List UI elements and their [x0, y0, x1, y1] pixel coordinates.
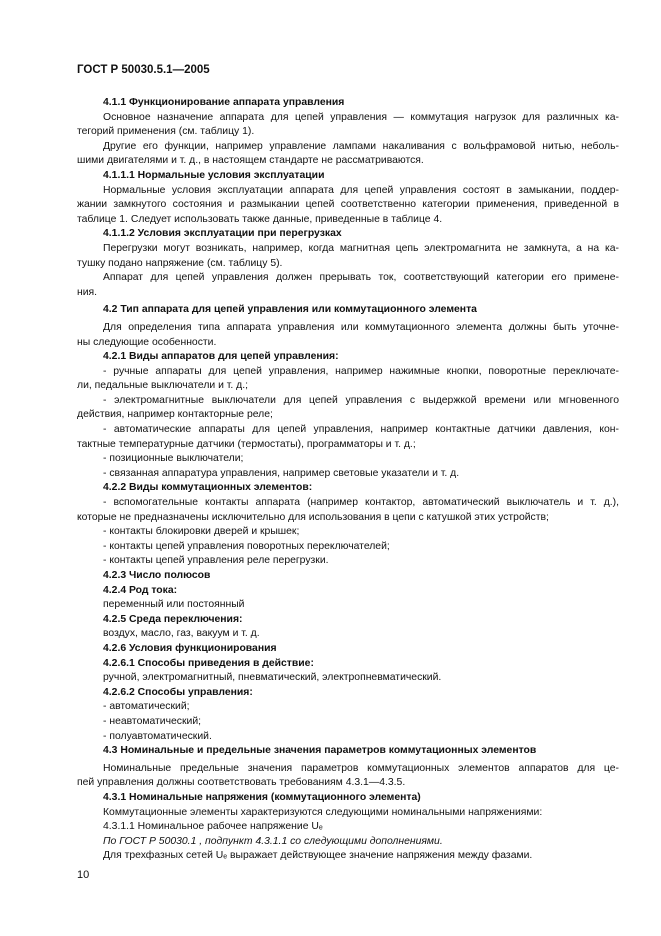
text-line: тактные температурные датчики (термостаты), программаторы и т. д.; — [77, 438, 416, 450]
text-line: которые не предназначены исключительно для использования в цепи с катушкой этих устройств; — [77, 511, 549, 523]
section-heading: 4.1.1 Функционирование аппарата управления — [103, 97, 345, 108]
section-heading: 4.2.6.1 Способы приведения в действие: — [103, 657, 314, 669]
text-line: - контакты цепей управления поворотных переключателей; — [103, 540, 390, 552]
text-line: ны следующие особенности. — [77, 336, 217, 348]
text-line: Основное назначение аппарата для цепей управления — коммутация нагрузок для различных ка- — [103, 111, 619, 123]
section-heading: 4.2 Тип аппарата для цепей управления или коммутационного элемента — [103, 304, 477, 316]
text-line: ния. — [77, 286, 98, 298]
text-line: Коммутационные элементы характеризуются следующими номинальными напряжениями: — [103, 806, 543, 818]
text-line: тушку подано напряжение (см. таблицу 5). — [77, 257, 283, 269]
section-heading: 4.2.6.2 Способы управления: — [103, 686, 253, 698]
section-heading: 4.3 Номинальные и предельные значения параметров коммутационных элементов — [103, 745, 537, 757]
text-line: - неавтоматический; — [103, 715, 202, 727]
section-heading: 4.2.2 Виды коммутационных элементов: — [103, 482, 313, 494]
text-line: - позиционные выключатели; — [103, 453, 244, 465]
text-line: - полуавтоматический. — [103, 730, 212, 742]
text-line: - связанная аппаратура управления, например световые указатели и т. д. — [103, 467, 460, 479]
text-line: ли, педальные выключатели и т. д.; — [77, 380, 248, 392]
text-line: - автоматические аппараты для цепей управления, например контактные датчики давления, кон- — [103, 424, 619, 436]
text-line: воздух, масло, газ, вакуум и т. д. — [103, 628, 260, 640]
section-heading: 4.2.3 Число полюсов — [103, 570, 211, 581]
text-line: - автоматический; — [103, 701, 190, 713]
text-line: переменный или постоянный — [103, 599, 245, 611]
section-heading: 4.2.5 Среда переключения: — [103, 613, 243, 625]
section-heading: 4.2.1 Виды аппаратов для цепей управления: — [103, 351, 339, 363]
text-line: пей управления должны соответствовать требованиям 4.3.1—4.3.5. — [77, 777, 406, 789]
text-line: Номинальные предельные значения параметров коммутационных элементов аппаратов для це- — [103, 762, 619, 774]
document-body — [77, 96, 619, 864]
text-line: - вспомогательные контакты аппарата (например контактор, автоматический выключатель и т. д.), — [103, 497, 619, 509]
text-line: тегорий применения (см. таблицу 1). — [77, 126, 255, 138]
text-line: - контакты цепей управления реле перегрузки. — [103, 555, 329, 567]
text-line: Нормальные условия эксплуатации аппарата для цепей управления состоят в замыкании, поддер- — [103, 184, 619, 196]
section-heading: 4.3.1 Номинальные напряжения (коммутационного элемента) — [103, 791, 421, 803]
section-heading: 4.1.1.1 Нормальные условия эксплуатации — [103, 169, 325, 181]
text-line: Перегрузки могут возникать, например, когда магнитная цепь электромагнита не замкнута, а на ка- — [103, 242, 619, 254]
section-heading: 4.2.6 Условия функционирования — [103, 642, 277, 654]
text-line: Для трехфазных сетей Uₑ выражает действующее значение напряжения между фазами. — [103, 850, 533, 862]
text-line: таблице 1. Следует использовать также данные, приведенные в таблице 4. — [77, 213, 443, 225]
text-line: шими двигателями и т. д., в настоящем стандарте не рассматриваются. — [77, 155, 424, 167]
text-line: - контакты блокировки дверей и крышек; — [103, 526, 300, 538]
text-line: - электромагнитные выключатели для цепей управления с выдержкой времени или мгновенного — [103, 394, 619, 406]
text-line: действия, например контакторные реле; — [77, 409, 273, 421]
text-line: жании замкнутого состояния и размыкании цепей соответственно категории применения, приведенной в — [77, 199, 619, 211]
text-line: 4.3.1.1 Номинальное рабочее напряжение Uₑ — [103, 821, 323, 833]
section-heading: 4.1.1.2 Условия эксплуатации при перегрузках — [103, 228, 342, 240]
page-number: 10 — [77, 869, 90, 881]
text-line: По ГОСТ Р 50030.1 , подпункт 4.3.1.1 со следующими дополнениями. — [103, 835, 443, 847]
text-line: Другие его функции, например управление лампами накаливания с вольфрамовой нитью, неболь- — [103, 140, 619, 152]
text-line: - ручные аппараты для цепей управления, например нажимные кнопки, поворотные переключате- — [103, 365, 619, 377]
text-line: Для определения типа аппарата управления или коммутационного элемента должны быть уточне- — [103, 321, 619, 333]
text-line: Аппарат для цепей управления должен прерывать ток, соответствующий категории его примене- — [103, 272, 619, 284]
document-header: ГОСТ Р 50030.5.1—2005 — [77, 64, 210, 76]
section-heading: 4.2.4 Род тока: — [103, 584, 178, 596]
text-line: ручной, электромагнитный, пневматический, электропневматический. — [103, 672, 442, 684]
